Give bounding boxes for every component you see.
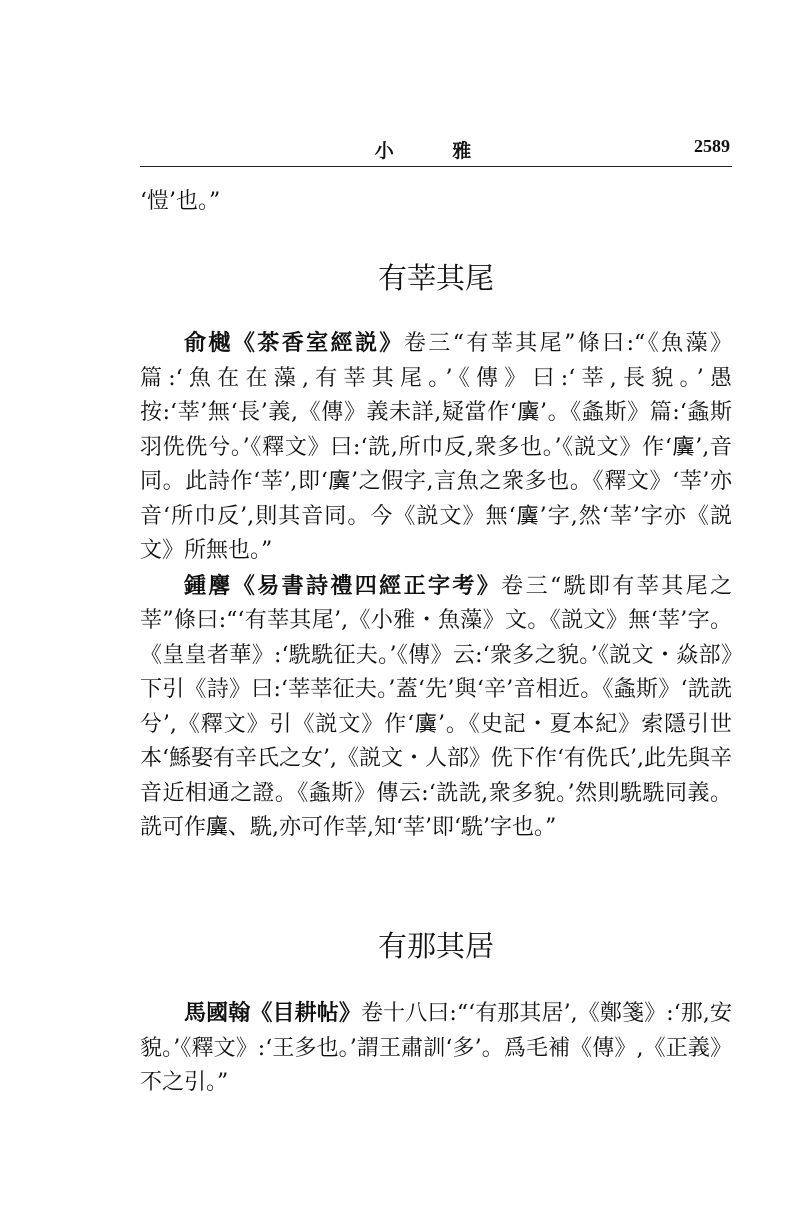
paragraph: [140, 569, 732, 846]
section-2-body: [140, 996, 732, 1101]
paragraph-text: 卷十八曰:“‘有那其居’,《鄭箋》:‘那,安貌。’《釋文》:‘王多也。’謂王肅訓‘多’。爲毛補《傳》,《正義》不之引。”: [140, 1001, 732, 1095]
section-heading-1: 有莘其尾: [377, 261, 494, 295]
header-rule: [140, 166, 732, 167]
author-work: 鍾麐《易書詩禮四經正字考》: [184, 572, 502, 599]
paragraph: [140, 326, 732, 569]
author-work: 俞樾《茶香室經説》: [184, 330, 404, 356]
paragraph-text: 卷三“有莘其尾”條曰:“《魚藻》篇:‘魚在在藻,有莘其尾。’《傳》曰:‘莘,長貌。’愚按:‘莘’無‘長’義,《傳》義未詳,疑當作‘𢋸’。《螽斯》篇:‘螽斯羽侁侁兮。’《釋文》曰:‘詵,所巾反,衆多也。’《説文》作‘𢋸’,音同。此詩作‘莘’,即‘𢋸’之假字,言魚之衆多也。《釋文》‘莘’亦音‘所巾反’,則其音同。今《説文》無‘𢋸’字,然‘莘’字亦《説文》所無也。”: [140, 331, 732, 563]
section-1-body: [140, 326, 732, 846]
running-title: 小 雅: [374, 140, 498, 162]
paragraph: [140, 996, 732, 1101]
paragraph-text: 卷三“駪即有莘其尾之莘”條曰:“‘有莘其尾’,《小雅・魚藻》文。《説文》無‘莘’字。《皇皇者華》:‘駪駪征夫。’《傳》云:‘衆多之貌。’《説文・焱部》下引《詩》曰:‘莘莘征夫。’蓋‘先’與‘辛’音相近。《螽斯》‘詵詵兮’,《釋文》引《説文》作‘𢋸’。《史記・夏本紀》索隱引世本‘鯀娶有辛氏之女’,《説文・人部》侁下作‘有侁氏’,此先與辛音近相通之證。《螽斯》傳云:‘詵詵,衆多貌。’然則駪駪同義。詵可作𢋸、駪,亦可作莘,知‘莘’即‘駪’字也。”: [140, 573, 732, 840]
page-number: 2589: [694, 136, 730, 156]
running-header: [140, 136, 732, 162]
continuation-text: [140, 185, 732, 220]
section-heading-2: 有那其居: [377, 929, 494, 963]
continuation-line: ‘愷’也。”: [140, 189, 221, 214]
author-work: 馬國翰《目耕帖》: [184, 1000, 361, 1026]
